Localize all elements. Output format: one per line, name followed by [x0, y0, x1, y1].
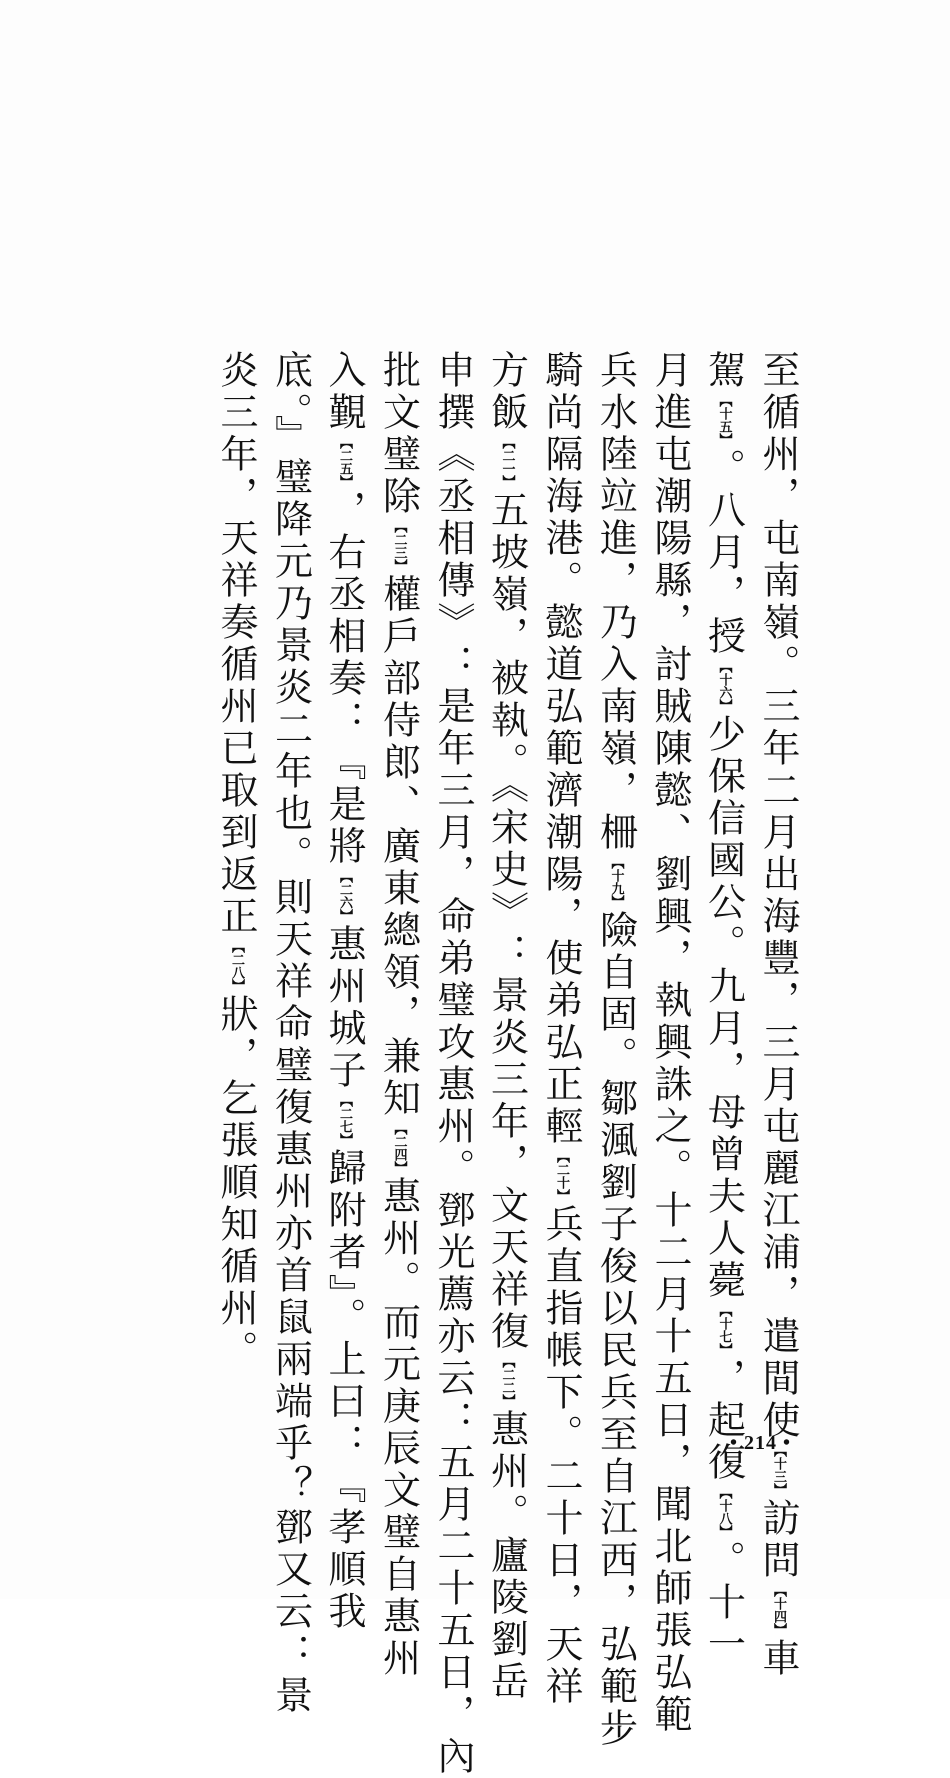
text-segment: ，右丞相奏：『是將 — [322, 490, 366, 868]
text-segment: 批文璧除 — [376, 350, 421, 518]
text-segment: 入覲 — [322, 350, 366, 434]
footnote-marker: 【十六】 — [716, 660, 732, 712]
text-segment: 方飯 — [484, 350, 529, 434]
text-segment: 權戶部侍郎、廣東總領，兼知 — [376, 574, 421, 1120]
text-segment: 險自固。鄒渢劉子俊以民兵至自江西，弘範步 — [593, 910, 638, 1750]
text-segment: 訪問 — [756, 1498, 800, 1582]
text-segment: 月進屯潮陽縣，討賊陳懿、劉興，執興誅之。十二月十五日，聞北師張弘範 — [648, 350, 692, 1736]
footnote-marker: 【二八】 — [229, 940, 244, 992]
text-segment: 狀，乞張順知循州。 — [214, 994, 258, 1372]
text-column — [534, 350, 589, 1708]
text-segment: 底。』璧降元乃景炎二年也。則天祥命璧復惠州亦首鼠兩端乎？鄧又云：景 — [268, 350, 313, 1717]
text-column — [643, 350, 697, 1736]
footnote-marker: 【十三】 — [771, 1444, 786, 1496]
footnote-marker: 【二四】 — [391, 1122, 407, 1174]
text-segment: 。八月，授 — [701, 448, 746, 658]
footnote-marker: 【二十】 — [554, 1150, 569, 1202]
text-column — [696, 350, 751, 1666]
footnote-marker: 【二三】 — [391, 520, 407, 572]
footnote-marker: 【二七】 — [337, 1094, 352, 1146]
text-column — [209, 350, 264, 1415]
footnote-marker: 【二二】 — [499, 1355, 515, 1407]
page-number: • 214 • — [730, 1432, 792, 1454]
footnote-marker: 【二五】 — [337, 436, 352, 488]
text-segment: 惠州城子 — [322, 924, 366, 1092]
footnote-marker: 【十八】 — [716, 1486, 732, 1538]
text-segment: 五坡嶺，被執。《宋史》：景炎三年，文天祥復 — [484, 490, 529, 1353]
footnote-marker: 【二六】 — [337, 870, 352, 922]
footnote-marker: 【二一】 — [499, 436, 515, 488]
text-column — [317, 350, 372, 1633]
footnote-marker: 【十七】 — [716, 1304, 732, 1356]
footnote-marker: 【十四】 — [771, 1584, 786, 1636]
text-segment: 炎三年，天祥奏循州已取到返正 — [214, 350, 258, 938]
footnote-marker: 【十五】 — [716, 394, 732, 446]
text-segment: 少保信國公。九月，母曾夫人薨 — [701, 714, 746, 1302]
text-segment: 惠州。而元庚辰文璧自惠州 — [376, 1176, 421, 1680]
text-segment: 至循州，屯南嶺。三年二月出海豐，三月屯麗江浦，遣間使 — [756, 350, 800, 1442]
text-segment: 車 — [756, 1638, 800, 1680]
text-segment: 。十一 — [701, 1540, 746, 1666]
text-column — [479, 350, 534, 1703]
text-segment: 兵直指帳下。二十日，天祥 — [539, 1204, 583, 1708]
text-column — [588, 350, 643, 1750]
text-segment: 騎尚隔海港。懿道弘範濟潮陽，使弟弘正輕 — [539, 350, 583, 1148]
text-segment: 駕 — [701, 350, 746, 392]
text-segment: 兵水陸竝進，乃入南嶺，柵 — [593, 350, 638, 854]
footnote-marker: 【十九】 — [608, 856, 624, 908]
text-column — [263, 350, 317, 1717]
text-column — [371, 350, 426, 1680]
text-segment: 歸附者』。上曰：『孝順我 — [322, 1148, 366, 1633]
text-segment: 惠州。廬陵劉岳 — [484, 1409, 529, 1703]
text-segment: ，起復 — [701, 1358, 746, 1484]
text-segment: 申撰《丞相傳》：是年三月，命弟璧攻惠州。鄧光薦亦云：五月二十五日，內 — [431, 350, 475, 1778]
text-column — [426, 350, 480, 1778]
